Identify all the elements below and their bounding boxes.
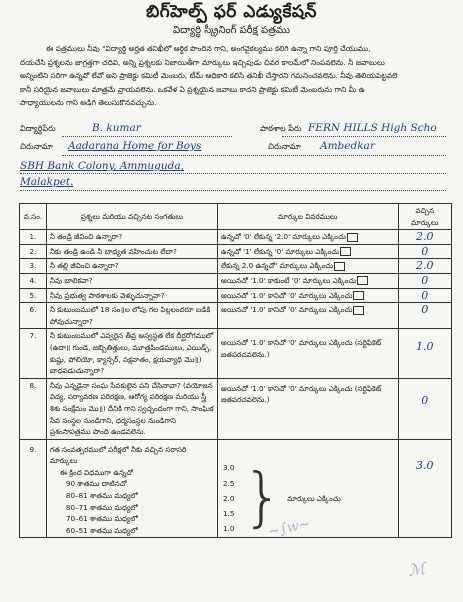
school-name-label: పాఠశాల పేరు	[260, 124, 302, 133]
row-score: 0	[398, 303, 451, 329]
row-score: 1.0	[398, 329, 451, 378]
address-label: చిరునామా	[20, 142, 53, 151]
row-marks-rule	[217, 244, 398, 259]
row-marks-rule	[217, 303, 398, 329]
row-marks-rule	[217, 273, 398, 288]
page-title: బిగ్‌హెల్ప్ ఫర్ ఎడ్యుకేషన్	[146, 2, 317, 22]
row-marks-rule-text: అయినచో '1.0' కానిచో '0' మార్కులు ఎక్కించు (సర్టిఫికెట్ జతపరచవలెను.)	[220, 338, 382, 359]
scale-value: 3.0	[222, 463, 235, 473]
checkbox[interactable]	[340, 247, 351, 256]
row-number: 9.	[20, 439, 47, 538]
table-row	[20, 244, 452, 259]
row-marks-rule-text: అయినచో '1.0' కానిచో '0' మార్కులు ఎక్కించు	[220, 305, 353, 315]
row-marks-rule-text: లేకున్న 2.0 ఉన్నచో' మార్కులు ఎక్కించు	[220, 261, 334, 271]
checkbox[interactable]	[357, 276, 368, 285]
scale-value: 1.0	[222, 524, 235, 534]
row-question: నీ తల్లి జీవించి ఉన్నారా?	[46, 259, 217, 274]
row-marks-rule-text: మార్కులు ఎక్కించు	[287, 493, 341, 503]
row-score: 3.0	[398, 439, 451, 538]
option-line: 80–81 శాతము మధ్యలో	[65, 491, 138, 501]
row-question: నీకు తండ్రి ఉండి నీ బాధ్యత వహించుట లేదా?	[46, 244, 217, 259]
row-marks-rule-text: అయినచో '1.0' కాకుంటే '0' మార్కులు ఎక్కించు	[220, 275, 357, 285]
table-row	[20, 303, 452, 329]
option-line: 60–51 శాతము మధ్యలో	[65, 525, 138, 535]
instructions-line: పాధ్యాయులను గాని అడిగి తెలుసుకొనవచ్చును.	[20, 98, 157, 108]
option-line: 80–71 శాతము మధ్యలో	[65, 502, 138, 512]
scale-value: 1.5	[222, 509, 235, 519]
row-number: 1.	[20, 230, 47, 245]
screening-table	[19, 203, 452, 538]
row-question: నీవు ప్రభుత్వ పాఠశాలకు వెళ్ళుచున్నావా?	[46, 288, 217, 303]
table-row	[20, 288, 452, 303]
school-underline	[282, 136, 446, 137]
address-value: Aadarana Home for Boys	[68, 140, 202, 152]
instructions-line: ఈ పత్రములు నీవు "విద్యార్థి అర్హత తనిఖీలో ఆర్థిక పొందిన గాని, అంగవైకల్యము కలిగి ఉన్నా గాని పూర్తి చేయుము,	[46, 44, 371, 53]
address-line-2-row	[20, 160, 447, 172]
page-subtitle: విద్యార్థి స్క్రీనింగ్ పరీక్ష పత్రము	[173, 25, 290, 36]
row-number: 7.	[20, 329, 47, 378]
checkbox[interactable]	[347, 233, 358, 242]
row-question-intro-2: ఈ క్రింద విధముగా ఉన్నచో	[59, 467, 134, 477]
scale-values	[223, 460, 234, 536]
name-underline	[62, 136, 232, 137]
row-score: 0	[398, 273, 451, 288]
row-question: నీవు ఎన్నడైనా సంఘ సేవకులైన పని చేసినావా? (వయోజన విద్య, పర్యావరణ పరిరక్షణ, ఆరోగ్య పరిరక్షణ మరియు స్త్రీ శిశు సంక్షేమం మొ॥) దీనికి గాని స్వచ్ఛందంగా గాని, సాంఘిక సేవ సంస్థల నుండిగాని, ధర్మసంస్థల నుండిగాని ప్రశంసాపత్రము పొంది ఉండవలెను.	[46, 378, 217, 439]
table-row	[20, 230, 452, 245]
name-school-row	[20, 124, 447, 135]
row-question: నీ కుటుంబములో ఎవ్వరైన తీవ్ర అస్వస్థత లేక దీర్ఘరోగములో (ఉదా॥ గుండె, జబ్బితిత్తులు, మూత్రపిండములు, ఎయిడ్స్, కుష్టు, పోలియో, క్యాన్సర్, పక్షవాతం, క్షయవ్యాధి మొ॥) బాధపడుచున్నారా?	[46, 329, 217, 378]
row-number: 8.	[20, 378, 47, 439]
row-number: 3.	[20, 259, 47, 274]
table-row	[20, 273, 452, 288]
row-score: 0	[398, 288, 451, 303]
table-row	[20, 259, 452, 274]
row-marks-rule	[217, 288, 398, 303]
row-marks-rule	[217, 259, 398, 274]
row-question: నీ తండ్రి జీవించి ఉన్నారా?	[46, 230, 217, 245]
address-label-2: చిరునామా	[268, 142, 301, 151]
row-question	[46, 439, 217, 538]
col-header-marks-detail: మార్కుల వివరములు	[217, 204, 398, 230]
signature-stamp: ~∫w~	[266, 515, 312, 541]
address-line-3: Malakpet.	[20, 176, 74, 188]
checkbox[interactable]	[353, 306, 364, 315]
instructions-paragraph	[20, 42, 447, 110]
checkbox[interactable]	[353, 291, 364, 300]
address-underline-2	[20, 173, 446, 174]
col-header-question: ప్రశ్నలు మరియు వచ్చినట సంగతులు	[46, 204, 217, 230]
row-number: 6.	[20, 303, 47, 329]
row-question-intro: గత సంవత్సరములో పరీక్షలో నీకు వచ్చిన సరాసరి మార్కులు	[49, 444, 187, 466]
school-name-value: FERN HILLS High Scho	[308, 122, 437, 134]
row-question: నీ కుటుంబములో 18 సం॥ల లోపు గల పిల్లలందరూ బడికి పోవుచున్నారా?	[46, 303, 217, 329]
row-marks-rule	[217, 230, 398, 245]
row-marks-rule-text: ఉన్నచో '1' లేకున్న '0' మార్కులు ఎక్కించు	[220, 246, 340, 256]
address-underline	[62, 155, 446, 156]
row-score: 2.0	[398, 259, 451, 274]
row-marks-rule-text: అయినచో '1.0' కానిచో '0' మార్కులు ఎక్కించు (సర్టిఫికెట్ జతపరచవలెను.)	[220, 383, 382, 405]
curly-brace-icon: }	[242, 461, 284, 536]
col-header-marks-scored: వచ్చిన మార్కులు	[398, 204, 451, 230]
row-number: 5.	[20, 288, 47, 303]
option-line: 90 శాతము దాటినచో	[65, 479, 127, 489]
percentage-options	[50, 478, 214, 536]
row-number: 2.	[20, 244, 47, 259]
instructions-line: దయచేసి ప్రశ్నలను జాగ్రత్తగా చదివి, అన్ని ప్రశ్నలకు నిజాయితీగా మార్కులు ఇచ్చిపుడు చివర కాలమ్‌లో నింపవలెను. నీ జవాబులు	[20, 57, 385, 67]
table-row	[20, 439, 452, 538]
student-name-value: B. kumar	[92, 122, 141, 134]
col-header-serial: వ.సం.	[20, 204, 47, 230]
address-underline-3	[20, 190, 446, 191]
row-question: నీవు బాలికవా?	[46, 273, 217, 288]
instructions-line: కానీ సరియైన జవాబులు మాత్రమే వ్రాయవలెను. ఒకవేళ ఏ ప్రశ్నయైన జవాబు కాదని ప్రాజెక్టు కమిటీ మెంబరును గాని మీ ఉ	[20, 84, 365, 94]
address-value-2: Ambedkar	[320, 140, 375, 152]
scale-value: 2.0	[222, 493, 235, 503]
scale-value: 2.5	[222, 478, 235, 488]
student-name-label: విద్యార్థిపేరు	[20, 124, 56, 133]
option-line: 70–61 శాతము మధ్యలో	[65, 514, 138, 524]
address-row	[20, 142, 447, 153]
row-marks-rule-text: ఉన్నచో '0' లేకున్న '2.0' మార్కులు ఎక్కించు	[220, 232, 346, 242]
row-marks-rule-text: అయినచో '1.0' కానిచో '0' మార్కులు ఎక్కించు	[220, 290, 353, 300]
table-header-row	[20, 204, 452, 230]
checkbox[interactable]	[334, 262, 345, 271]
row-number: 4.	[20, 273, 47, 288]
row-marks-rule	[217, 378, 398, 439]
row-score: 0	[398, 378, 451, 439]
table-row	[20, 329, 452, 378]
signature-mark: ℳ	[406, 558, 427, 581]
row-score: 0	[398, 244, 451, 259]
address-line-2: SBH Bank Colony, Ammuguda,	[20, 160, 184, 172]
instructions-line: అన్నింటిని సరిగా ఉన్నవో లేవో అని ప్రాజెక్టు కమిటీ మెంబరు, టీమ్ ఆధికారి కలిసి తనిఖీ చేస్తారని గమనించవలెను. నీవు తెలియపెట్టవలె	[20, 71, 398, 81]
table-row	[20, 378, 452, 439]
row-marks-rule	[217, 329, 398, 378]
row-score: 2.0	[398, 230, 451, 245]
address-line-3-row	[20, 176, 447, 188]
